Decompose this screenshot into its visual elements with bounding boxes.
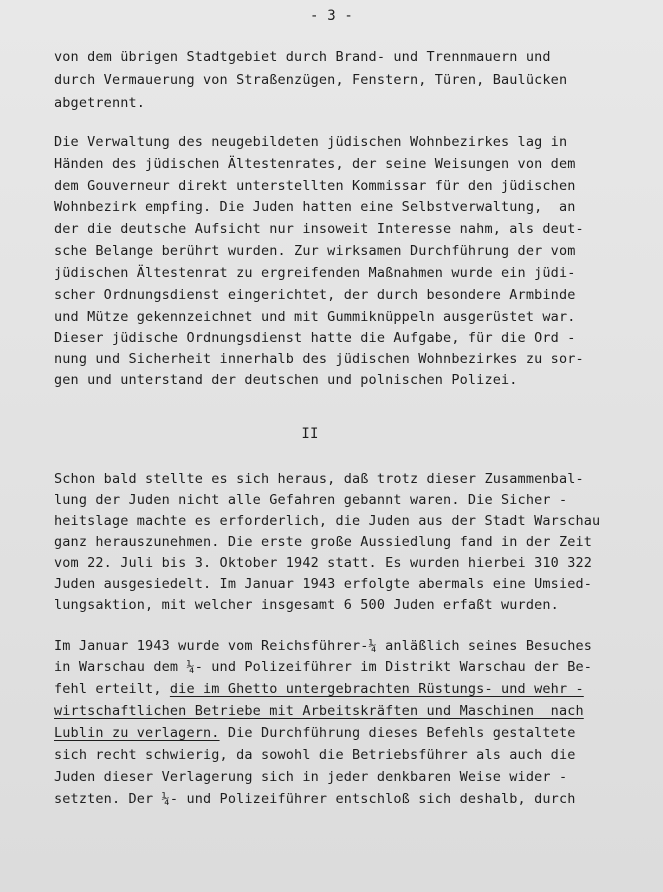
text-line: sche Belange berührt wurden. Zur wirksamen Durchführung der vom xyxy=(54,243,576,259)
text-line: heitslage machte es erforderlich, die Juden aus der Stadt Warschau xyxy=(54,513,601,529)
text-line: von dem übrigen Stadtgebiet durch Brand- und Trennmauern und xyxy=(54,49,551,65)
text-line: lung der Juden nicht alle Gefahren gebannt waren. Die Sicher - xyxy=(54,492,568,508)
text-line: gen und unterstand der deutschen und polnischen Polizei. xyxy=(54,372,518,388)
underlined-text: die im Ghetto untergebrachten Rüstungs- und wehr - xyxy=(169,681,584,697)
text-line: dem Gouverneur direkt unterstellten Kommissar für den jüdischen xyxy=(54,178,576,194)
text-line: Juden dieser Verlagerung sich in jeder denkbaren Weise wider - xyxy=(54,769,568,785)
text-line: jüdischen Ältestenrat zu ergreifenden Maßnahmen wurde ein jüdi- xyxy=(54,265,576,281)
text-line xyxy=(54,679,584,699)
section-heading: II xyxy=(301,426,319,442)
text-line: Schon bald stellte es sich heraus, daß trotz dieser Zusammenbal- xyxy=(54,471,584,487)
underlined-text: wirtschaftlichen Betriebe mit Arbeitskräften und Maschinen nach xyxy=(54,703,584,719)
text-line: Die Verwaltung des neugebildeten jüdischen Wohnbezirkes lag in xyxy=(54,134,568,150)
text-line: lungsaktion, mit welcher insgesamt 6 500 Juden erfaßt wurden. xyxy=(54,597,559,613)
text-segment: Die Durchführung dieses Befehls gestaltete xyxy=(219,725,576,741)
text-line: der die deutsche Aufsicht nur insoweit Interesse nahm, als deut- xyxy=(54,221,584,237)
text-line: nung und Sicherheit innerhalb des jüdischen Wohnbezirkes zu sor- xyxy=(54,351,584,367)
text-line: und Mütze gekennzeichnet und mit Gummiknüppeln ausgerüstet war. xyxy=(54,309,576,325)
text-line: Juden ausgesiedelt. Im Januar 1943 erfolgte abermals eine Umsied- xyxy=(54,576,593,592)
text-line: setzten. Der ¼- und Polizeiführer entschloß sich deshalb, durch xyxy=(54,791,576,807)
text-line: Wohnbezirk empfing. Die Juden hatten eine Selbstverwaltung, an xyxy=(54,199,576,215)
text-line: ganz herauszunehmen. Die erste große Aussiedlung fand in der Zeit xyxy=(54,534,593,550)
text-line: Händen des jüdischen Ältestenrates, der seine Weisungen von dem xyxy=(54,156,576,172)
text-line: scher Ordnungsdienst eingerichtet, der durch besondere Armbinde xyxy=(54,287,576,303)
text-line: vom 22. Juli bis 3. Oktober 1942 statt. Es wurden hierbei 310 322 xyxy=(54,555,593,571)
text-line: durch Vermauerung von Straßenzügen, Fenstern, Türen, Baulücken xyxy=(54,72,568,88)
text-line xyxy=(54,723,576,743)
page-number: - 3 - xyxy=(310,8,353,24)
text-line xyxy=(54,701,584,721)
text-line: Im Januar 1943 wurde vom Reichsführer-¼ anläßlich seines Besuches xyxy=(54,638,593,654)
text-line: abgetrennt. xyxy=(54,95,146,111)
text-line: sich recht schwierig, da sowohl die Betriebsführer als auch die xyxy=(54,747,576,763)
text-segment: fehl erteilt, xyxy=(54,681,170,697)
text-line: Dieser jüdische Ordnungsdienst hatte die Aufgabe, für die Ord - xyxy=(54,330,576,346)
underlined-text: Lublin zu verlagern. xyxy=(54,725,220,741)
text-line: in Warschau dem ¼- und Polizeiführer im Distrikt Warschau der Be- xyxy=(54,659,593,675)
